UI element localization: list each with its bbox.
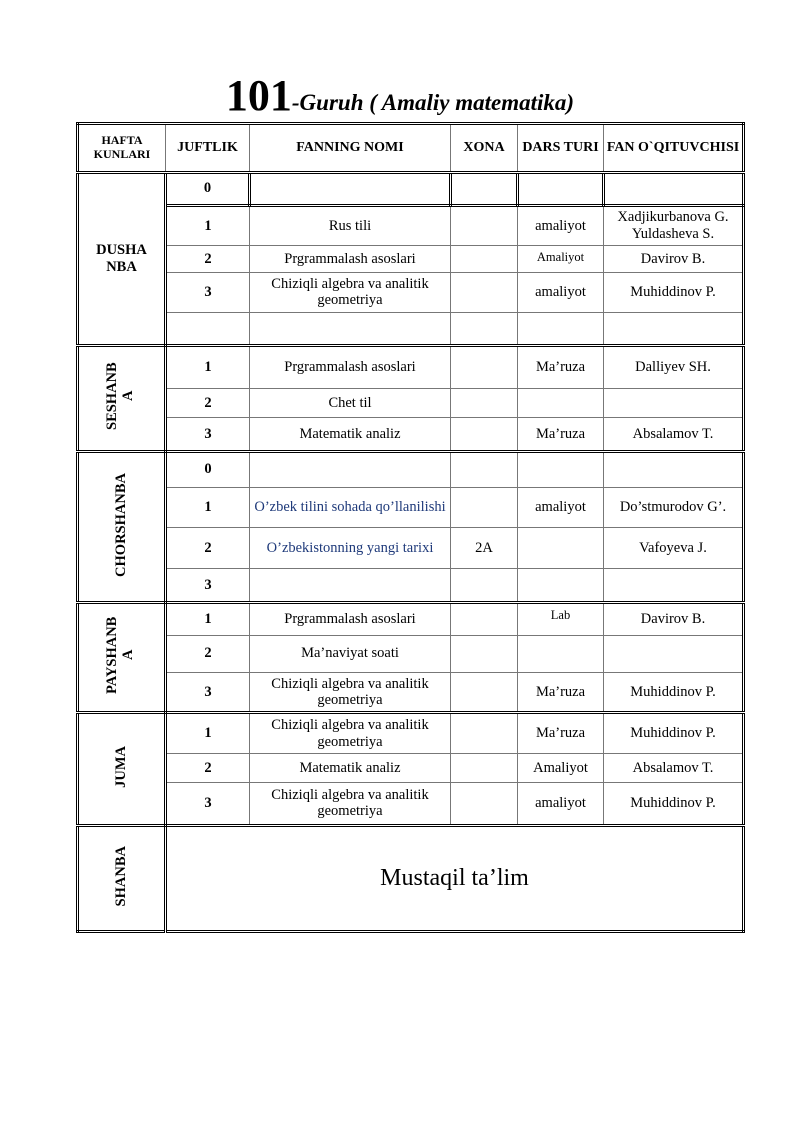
teacher-cell: Muhiddinov P. xyxy=(604,272,744,312)
room-cell xyxy=(451,753,518,782)
type-cell xyxy=(518,568,604,602)
day-cell-dushanba xyxy=(78,172,166,346)
room-cell xyxy=(451,172,518,205)
subject-cell: Chiziqli algebra va analitik geometriya xyxy=(250,672,451,712)
table-row xyxy=(78,388,744,417)
pair-number: 3 xyxy=(166,272,250,312)
subject-cell: Ma’naviyat soati xyxy=(250,635,451,672)
teacher-cell: Xadjikurbanova G. Yuldasheva S. xyxy=(604,205,744,245)
pair-number: 1 xyxy=(166,603,250,635)
teacher-cell: Absalamov T. xyxy=(604,418,744,451)
table-row xyxy=(78,713,744,753)
day-cell-payshanba xyxy=(78,603,166,713)
table-row xyxy=(78,603,744,635)
subject-cell: Chiziqli algebra va analitik geometriya xyxy=(250,783,451,825)
pair-number xyxy=(166,313,250,346)
pair-number: 0 xyxy=(166,451,250,487)
table-row xyxy=(78,172,744,205)
pair-number: 1 xyxy=(166,487,250,527)
type-cell: Ma’ruza xyxy=(518,346,604,388)
table-row xyxy=(78,568,744,602)
day-cell-seshanba xyxy=(78,346,166,451)
subject-cell xyxy=(250,451,451,487)
table-row xyxy=(78,753,744,782)
room-cell xyxy=(451,603,518,635)
room-cell xyxy=(451,346,518,388)
day-cell-juma xyxy=(78,713,166,825)
schedule-table xyxy=(76,122,745,933)
header-type: DARS TURI xyxy=(518,124,604,173)
room-cell: 2A xyxy=(451,528,518,568)
type-cell xyxy=(518,528,604,568)
room-cell xyxy=(451,205,518,245)
group-number: 101 xyxy=(225,71,292,120)
room-cell xyxy=(451,783,518,825)
header-row xyxy=(78,124,744,173)
day-label: SHANBA xyxy=(112,845,129,907)
teacher-cell: Vafoyeva J. xyxy=(604,528,744,568)
subject-cell: Matematik analiz xyxy=(250,418,451,451)
type-cell: amaliyot xyxy=(518,783,604,825)
pair-number: 2 xyxy=(166,528,250,568)
teacher-cell: Davirov B. xyxy=(604,246,744,272)
header-room: XONA xyxy=(451,124,518,173)
room-cell xyxy=(451,388,518,417)
table-row xyxy=(78,487,744,527)
type-cell xyxy=(518,635,604,672)
room-cell xyxy=(451,451,518,487)
table-row xyxy=(78,272,744,312)
type-cell: amaliyot xyxy=(518,272,604,312)
teacher-cell: Muhiddinov P. xyxy=(604,672,744,712)
header-day: HAFTA KUNLARI xyxy=(78,124,166,173)
subject-cell: Prgrammalash asoslari xyxy=(250,346,451,388)
type-cell: Amaliyot xyxy=(518,246,604,272)
pair-number: 1 xyxy=(166,346,250,388)
type-cell: Amaliyot xyxy=(518,753,604,782)
pair-number: 3 xyxy=(166,672,250,712)
pair-number: 2 xyxy=(166,635,250,672)
day-cell-chorshanba xyxy=(78,451,166,603)
day-cell-shanba xyxy=(78,825,166,931)
pair-number: 1 xyxy=(166,713,250,753)
teacher-cell: Absalamov T. xyxy=(604,753,744,782)
pair-number: 3 xyxy=(166,418,250,451)
pair-number: 3 xyxy=(166,783,250,825)
day-label: PAYSHANBA xyxy=(103,616,136,695)
subject-cell: Chiziqli algebra va analitik geometriya xyxy=(250,272,451,312)
type-cell xyxy=(518,313,604,346)
room-cell xyxy=(451,313,518,346)
table-row xyxy=(78,418,744,451)
table-row xyxy=(78,346,744,388)
pair-number: 2 xyxy=(166,388,250,417)
teacher-cell xyxy=(604,568,744,602)
table-row xyxy=(78,313,744,346)
room-cell xyxy=(451,568,518,602)
teacher-cell: Davirov B. xyxy=(604,603,744,635)
day-label: SESHANBA xyxy=(103,362,136,430)
teacher-cell xyxy=(604,451,744,487)
self-study-note: Mustaqil ta’lim xyxy=(166,825,744,931)
room-cell xyxy=(451,713,518,753)
teacher-cell xyxy=(604,172,744,205)
subject-cell: Chiziqli algebra va analitik geometriya xyxy=(250,713,451,753)
subject-cell: O’zbek tilini sohada qo’llanilishi xyxy=(250,487,451,527)
type-cell xyxy=(518,388,604,417)
teacher-cell: Muhiddinov P. xyxy=(604,783,744,825)
room-cell xyxy=(451,418,518,451)
header-pair: JUFTLIK xyxy=(166,124,250,173)
teacher-cell xyxy=(604,388,744,417)
type-cell: Lab xyxy=(518,603,604,635)
teacher-cell xyxy=(604,635,744,672)
pair-number: 3 xyxy=(166,568,250,602)
subject-cell: Matematik analiz xyxy=(250,753,451,782)
pair-number: 2 xyxy=(166,753,250,782)
subject-cell: Prgrammalash asoslari xyxy=(250,603,451,635)
table-row xyxy=(78,205,744,245)
teacher-cell xyxy=(604,313,744,346)
type-cell: amaliyot xyxy=(518,205,604,245)
table-row xyxy=(78,635,744,672)
pair-number: 1 xyxy=(166,205,250,245)
table-row xyxy=(78,246,744,272)
day-label: JUMA xyxy=(112,745,129,788)
room-cell xyxy=(451,272,518,312)
subject-cell xyxy=(250,172,451,205)
teacher-cell: Muhiddinov P. xyxy=(604,713,744,753)
room-cell xyxy=(451,246,518,272)
group-title: -Guruh ( Amaliy matematika) xyxy=(291,90,575,115)
type-cell: Ma’ruza xyxy=(518,713,604,753)
type-cell: amaliyot xyxy=(518,487,604,527)
table-row xyxy=(78,672,744,712)
subject-cell: Chet til xyxy=(250,388,451,417)
subject-cell: Prgrammalash asoslari xyxy=(250,246,451,272)
type-cell xyxy=(518,451,604,487)
teacher-cell: Do’stmurodov G’. xyxy=(604,487,744,527)
room-cell xyxy=(451,487,518,527)
type-cell xyxy=(518,172,604,205)
pair-number: 0 xyxy=(166,172,250,205)
subject-cell: O’zbekistonning yangi tarixi xyxy=(250,528,451,568)
day-label: CHORSHANBA xyxy=(112,472,129,577)
room-cell xyxy=(451,672,518,712)
page-title xyxy=(0,70,800,121)
table-row xyxy=(78,825,744,931)
table-row xyxy=(78,451,744,487)
room-cell xyxy=(451,635,518,672)
pair-number: 2 xyxy=(166,246,250,272)
table-row xyxy=(78,783,744,825)
teacher-cell: Dalliyev SH. xyxy=(604,346,744,388)
header-teacher: FAN O`QITUVCHISI xyxy=(604,124,744,173)
day-label: DUSHANBA xyxy=(96,242,147,275)
type-cell: Ma’ruza xyxy=(518,672,604,712)
table-row xyxy=(78,528,744,568)
header-subject: FANNING NOMI xyxy=(250,124,451,173)
subject-cell xyxy=(250,313,451,346)
type-cell: Ma’ruza xyxy=(518,418,604,451)
subject-cell: Rus tili xyxy=(250,205,451,245)
subject-cell xyxy=(250,568,451,602)
